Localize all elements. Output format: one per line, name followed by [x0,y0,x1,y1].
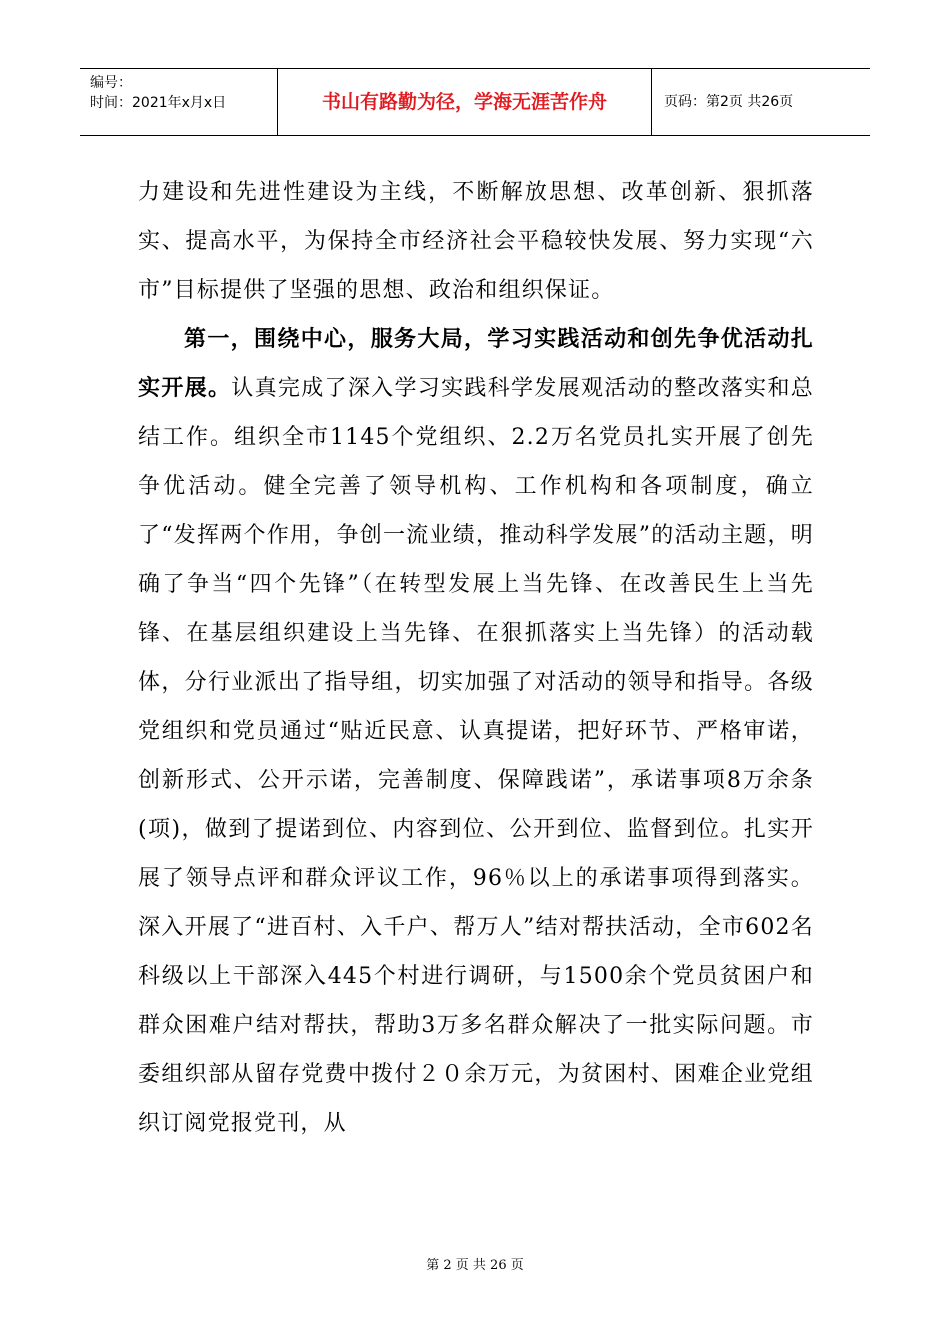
paragraph-2 [138,315,814,1148]
date-label: 时间：2021年x月x日 [90,95,227,111]
paragraph-2-text: 认真完成了深入学习实践科学发展观活动的整改落实和总结工作。组织全市1145个党组织、2.2万名党员扎实开展了创先争优活动。健全完善了领导机构、工作机构和各项制度，确立了“发挥两个作用，争创一流业绩，推动科学发展”的活动主题，明确了争当“四个先锋”（在转型发展上当先锋、在改善民生上当先锋、在基层组织建设上当先锋、在狠抓落实上当先锋）的活动载体，分行业派出了指导组，切实加强了对活动的领导和指导。各级党组织和党员通过“贴近民意、认真提诺，把好环节、严格审诺，创新形式、公开示诺，完善制度、保障践诺”，承诺事项8万余条(项)，做到了提诺到位、内容到位、公开到位、监督到位。扎实开展了领导点评和群众评议工作，96％以上的承诺事项得到落实。深入开展了“进百村、入千户、帮万人”结对帮扶活动，全市602名科级以上干部深入445个村进行调研，与1500余个党员贫困户和群众困难户结对帮扶，帮助3万多名群众解决了一批实际问题。市委组织部从留存党费中拨付２０余万元，为贫困村、困难企业党组织订阅党报党刊，从 [138,376,814,1136]
paragraph-1: 力建设和先进性建设为主线，不断解放思想、改革创新、狠抓落实、提高水平，为保持全市经济社会平稳较快发展、努力实现“六市”目标提供了坚强的思想、政治和组织保证。 [138,180,814,303]
header-page-info: 页码：第2页 共26页 [664,94,794,110]
header-motto: 书山有路勤为径，学海无涯苦作舟 [278,69,652,135]
document-body [138,168,814,1148]
header-meta [80,69,278,135]
number-label: 编号： [90,75,132,91]
page-header [80,68,870,136]
paragraph-2-heading: 第一，围绕中心，服务大局，学习实践活动和创先争优活动扎实开展。 [138,327,814,401]
page-footer: 第 2 页 共 26 页 [426,1258,524,1273]
